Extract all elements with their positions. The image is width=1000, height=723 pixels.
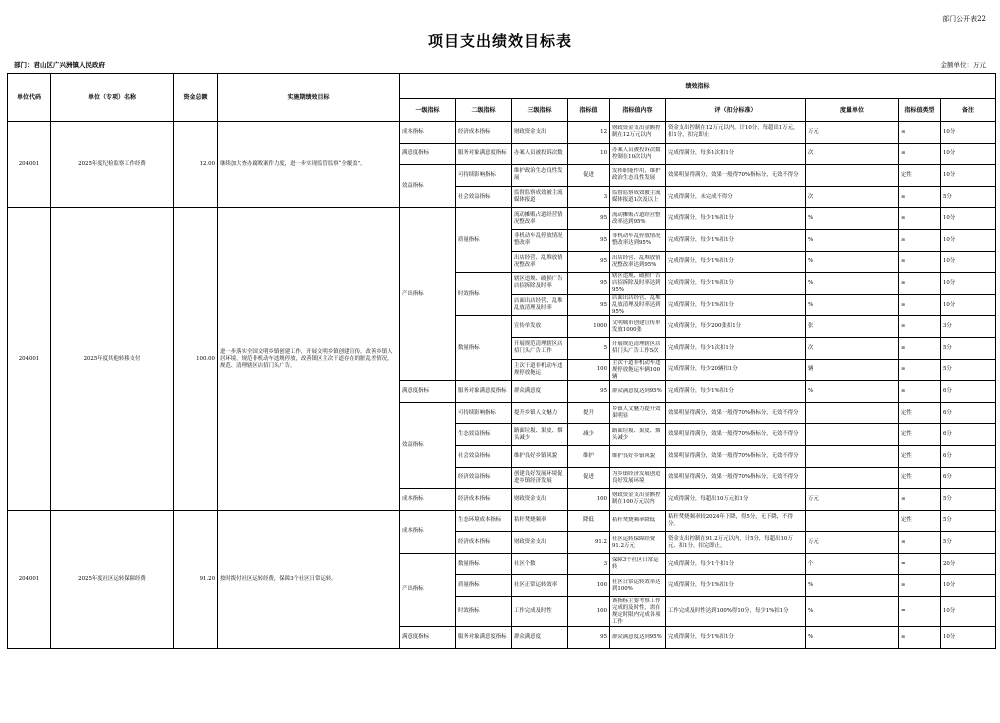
measure-cell: 辆: [806, 359, 899, 381]
table-row: [8, 510, 996, 532]
score-cell: 工作完成及时性达到100%得10分，每少1%扣1分: [666, 597, 806, 627]
col-l1: 一级指标: [400, 99, 456, 122]
l3-cell: 群众满意度: [512, 627, 568, 649]
l2-cell: 质量指标: [456, 208, 512, 273]
note-cell: 5分: [941, 510, 996, 532]
l2-cell: 数量指标: [456, 316, 512, 381]
measure-cell: 万元: [806, 532, 899, 554]
vtype-cell: ≥: [899, 359, 941, 381]
score-cell: 完成得满分，每超出10万元扣1分: [666, 489, 806, 511]
l2-cell: 服务对象满意度指标: [456, 627, 512, 649]
vtype-cell: ≥: [899, 229, 941, 251]
table-row: [8, 208, 996, 230]
measure-cell: 万元: [806, 122, 899, 144]
score-cell: 效果明显得满分，效果一般得70%指标分，无效不得分: [666, 402, 806, 424]
content-cell: [610, 510, 666, 532]
content-text: 辖区违规、破损广告店招拆除及时率达到95%: [612, 273, 661, 294]
l2-cell: 社会效益指标: [456, 445, 512, 467]
vtype-cell: ≥: [899, 575, 941, 597]
col-target: 实施期绩效目标: [218, 74, 400, 122]
score-cell: 效果明显得满分，效果一般得70%指标分，无效不得分: [666, 165, 806, 187]
value-cell: 95: [568, 229, 610, 251]
page-title: 项目支出绩效目标表: [427, 32, 572, 50]
l3-cell: 流动摊贩占道经营情况整改率: [512, 208, 568, 230]
l3-cell: 辖区违规、破损广告店招拆除及时率: [512, 273, 568, 295]
content-cell: [610, 467, 666, 489]
l3-cell: 财政资金支出: [512, 532, 568, 554]
content-cell: [610, 294, 666, 316]
content-cell: [610, 229, 666, 251]
l3-cell: 宣传单发放: [512, 316, 568, 338]
content-cell: [610, 489, 666, 511]
content-text: 社区运转保障经费91.2万元: [612, 535, 656, 549]
score-cell: 完成得满分，每多1次扣1分: [666, 143, 806, 165]
l3-cell: 秸秆焚烧频率: [512, 510, 568, 532]
value-cell: 提升: [568, 402, 610, 424]
l3-cell: 主次干道非机动车违规停放拖运: [512, 359, 568, 381]
content-text: 秸秆焚烧频率降低: [612, 517, 656, 524]
content-cell: [610, 337, 666, 359]
value-cell: 100: [568, 359, 610, 381]
l2-cell: 时效指标: [456, 273, 512, 316]
value-cell: 95: [568, 208, 610, 230]
content-cell: [610, 359, 666, 381]
project-code: 204001: [8, 122, 51, 208]
performance-table: [7, 73, 996, 649]
measure-cell: %: [806, 229, 899, 251]
note-cell: 10分: [941, 597, 996, 627]
l1-cell: 满意度指标: [400, 381, 456, 403]
value-cell: 促进: [568, 165, 610, 187]
project-target: 按时拨付社区运转经费，保障3个社区日常运转。: [218, 510, 400, 648]
value-cell: 10: [568, 143, 610, 165]
score-cell: 完成得满分，每少1%扣1分: [666, 627, 806, 649]
vtype-cell: ≤: [899, 489, 941, 511]
value-cell: 95: [568, 251, 610, 273]
vtype-cell: ≥: [899, 273, 941, 295]
l2-cell: 可持续影响指标: [456, 402, 512, 424]
l3-cell: 非机动车乱停放情况整改率: [512, 229, 568, 251]
value-cell: 100: [568, 597, 610, 627]
l2-cell: 数量指标: [456, 553, 512, 575]
vtype-cell: ≥: [899, 316, 941, 338]
value-cell: 降低: [568, 510, 610, 532]
col-code: 单位代码: [8, 74, 51, 122]
content-text: 非机动车乱停放情况整改率达到95%: [612, 233, 661, 247]
vtype-cell: ≤: [899, 122, 941, 144]
vtype-cell: ≥: [899, 251, 941, 273]
measure-cell: [806, 467, 899, 489]
l1-cell: 成本指标: [400, 510, 456, 553]
project-name: 2025年度社区运转保障经费: [51, 510, 174, 648]
score-cell: 资金支出控制在91.2万元以内，计5分，每超出10万元，扣1分，扣完即止。: [666, 532, 806, 554]
col-name: 单位（专项）名称: [51, 74, 174, 122]
project-amount: 91.20: [174, 510, 218, 648]
note-cell: 6分: [941, 445, 996, 467]
content-cell: [610, 273, 666, 295]
note-cell: 10分: [941, 627, 996, 649]
content-text: 路面垃圾、果皮、烟头减少: [612, 427, 661, 441]
l1-cell: 效益指标: [400, 165, 456, 208]
l1-cell: 产出指标: [400, 208, 456, 381]
vtype-cell: =: [899, 553, 941, 575]
col-value: 指标值: [568, 99, 610, 122]
content-cell: [610, 553, 666, 575]
vtype-cell: ≤: [899, 532, 941, 554]
l3-cell: 工作完成及时性: [512, 597, 568, 627]
measure-cell: %: [806, 575, 899, 597]
note-cell: 5分: [941, 186, 996, 208]
l2-cell: 经济效益指标: [456, 467, 512, 489]
score-cell: 完成得满分，每少1%扣1分: [666, 251, 806, 273]
score-cell: 完成得满分，每少1%扣1分: [666, 273, 806, 295]
l2-cell: 经济成本指标: [456, 489, 512, 511]
unit-label: 金额单位：万元: [940, 61, 986, 69]
value-cell: 3: [568, 553, 610, 575]
col-measure: 度量单位: [806, 99, 899, 122]
score-cell: 完成得满分，每少1%扣1分: [666, 381, 806, 403]
project-name: 2025年度纪检监察工作经费: [51, 122, 174, 208]
col-amount: 资金总额: [174, 74, 218, 122]
l2-cell: 可持续影响指标: [456, 165, 512, 187]
l2-cell: 生态效益指标: [456, 424, 512, 446]
measure-cell: %: [806, 294, 899, 316]
vtype-cell: ≥: [899, 627, 941, 649]
vtype-cell: ≥: [899, 337, 941, 359]
vtype-cell: ≥: [899, 381, 941, 403]
vtype-cell: =: [899, 597, 941, 627]
content-cell: [610, 424, 666, 446]
score-cell: 资金支出控制在12万元以内，计10分，每超出1万元，扣1分，扣完即止: [666, 122, 806, 144]
content-text: 开展规范清理辖区店招门头广告工作5次: [612, 341, 661, 355]
note-cell: 5分: [941, 489, 996, 511]
measure-cell: [806, 402, 899, 424]
l2-cell: 时效指标: [456, 597, 512, 627]
measure-cell: %: [806, 597, 899, 627]
project-target: 继续加大查办腐败案件力度，进一步实现监管监察“全覆盖”。: [218, 122, 400, 208]
note-cell: 10分: [941, 575, 996, 597]
value-cell: 95: [568, 381, 610, 403]
l2-cell: 服务对象满意度指标: [456, 143, 512, 165]
vtype-cell: 定性: [899, 402, 941, 424]
content-cell: [610, 165, 666, 187]
content-text: 群众满意度达到95%: [612, 633, 662, 640]
l2-cell: 生态环境成本指标: [456, 510, 512, 532]
measure-cell: %: [806, 381, 899, 403]
note-cell: 10分: [941, 208, 996, 230]
note-cell: 10分: [941, 165, 996, 187]
l2-cell: 社会效益指标: [456, 186, 512, 208]
l1-cell: 成本指标: [400, 489, 456, 511]
value-cell: 促进: [568, 467, 610, 489]
content-cell: [610, 532, 666, 554]
value-cell: 12: [568, 122, 610, 144]
l2-cell: 经济成本指标: [456, 122, 512, 144]
content-cell: [610, 316, 666, 338]
value-cell: 100: [568, 489, 610, 511]
score-cell: 完成得满分，每少1个扣1分: [666, 553, 806, 575]
measure-cell: 次: [806, 143, 899, 165]
score-cell: 完成得满分，每少1次扣1分: [666, 337, 806, 359]
vtype-cell: ≥: [899, 186, 941, 208]
content-cell: [610, 381, 666, 403]
content-text: 流动摊贩占道经营整改率达到95%: [612, 211, 661, 225]
col-content: 指标值内容: [610, 99, 666, 122]
note-cell: 20分: [941, 553, 996, 575]
note-cell: 6分: [941, 402, 996, 424]
content-text: 发挥职能作用，维护政治生态良性发展: [612, 168, 661, 182]
project-target: 进一步落实全国文明乡镇创建工作，开展文明乡镇创建宣传，改善乡镇人居环境，规范非机动车违规停放，改善镇区主次干道存在的脏乱差情况，规范、清理辖区店招门头广告。: [218, 208, 400, 510]
project-code: 204001: [8, 510, 51, 648]
content-text: 财政资金支出金额控制在12万元以内: [612, 125, 661, 139]
score-cell: 完成得满分，每少200张扣1分: [666, 316, 806, 338]
content-cell: [610, 143, 666, 165]
vtype-cell: 定性: [899, 445, 941, 467]
l3-cell: 店面出店经营、乱堆乱放清理及时率: [512, 294, 568, 316]
score-cell: 完成得满分，每少1%扣1分: [666, 208, 806, 230]
content-cell: [610, 627, 666, 649]
content-text: 店面出店经营、乱堆乱放清理及时率达到95%: [612, 295, 661, 316]
l3-cell: 社区个数: [512, 553, 568, 575]
content-cell: [610, 445, 666, 467]
l1-cell: 成本指标: [400, 122, 456, 144]
measure-cell: 次: [806, 337, 899, 359]
score-cell: 秸秆焚烧频率较2024年下降，得5分，无下降，不得分。: [666, 510, 806, 532]
value-cell: 100: [568, 575, 610, 597]
l1-cell: 满意度指标: [400, 143, 456, 165]
note-cell: 10分: [941, 251, 996, 273]
content-text: 办案人员被投诉次数控制在10次以内: [612, 146, 661, 160]
measure-cell: 张: [806, 316, 899, 338]
score-cell: 完成得满分，每少1%扣1分: [666, 294, 806, 316]
l3-cell: 社区正常运转效率: [512, 575, 568, 597]
col-note: 备注: [941, 99, 996, 122]
measure-cell: [806, 165, 899, 187]
value-cell: 91.2: [568, 532, 610, 554]
l3-cell: 监督监察成效被主流媒体报道: [512, 186, 568, 208]
note-cell: 6分: [941, 381, 996, 403]
department-label: 部门：君山区广兴洲镇人民政府: [14, 61, 105, 69]
content-cell: [610, 251, 666, 273]
l3-cell: 创建良好发展环境促进乡镇经济发展: [512, 467, 568, 489]
note-cell: 6分: [941, 467, 996, 489]
vtype-cell: 定性: [899, 165, 941, 187]
score-cell: 完成得满分，每少20辆扣1分: [666, 359, 806, 381]
project-code: 204001: [8, 208, 51, 510]
table-row: [8, 122, 996, 144]
content-cell: [610, 208, 666, 230]
measure-cell: %: [806, 627, 899, 649]
vtype-cell: ≥: [899, 208, 941, 230]
note-cell: 10分: [941, 122, 996, 144]
content-text: 监督监察成效被主流媒体报道1次及以上: [612, 190, 661, 204]
page-code: 部门公开表22: [942, 15, 986, 23]
content-cell: [610, 597, 666, 627]
l3-cell: 提升乡镇人文魅力: [512, 402, 568, 424]
l1-cell: 满意度指标: [400, 627, 456, 649]
l3-cell: 维护良好乡镇风貌: [512, 445, 568, 467]
content-text: 保障3个社区日常运转: [612, 557, 659, 571]
l3-cell: 办案人员被投诉次数: [512, 143, 568, 165]
col-l3: 三级指标: [512, 99, 568, 122]
value-cell: 3: [568, 186, 610, 208]
content-text: 乡镇人文魅力提升效果明显: [612, 406, 661, 420]
content-cell: [610, 186, 666, 208]
note-cell: 10分: [941, 143, 996, 165]
measure-cell: 次: [806, 186, 899, 208]
note-cell: 5分: [941, 337, 996, 359]
col-l2: 二级指标: [456, 99, 512, 122]
measure-cell: 万元: [806, 489, 899, 511]
l3-cell: 出店经营、乱堆放情况整改率: [512, 251, 568, 273]
value-cell: 5: [568, 337, 610, 359]
l3-cell: 群众满意度: [512, 381, 568, 403]
l3-cell: 财政资金支出: [512, 489, 568, 511]
measure-cell: [806, 424, 899, 446]
content-cell: [610, 402, 666, 424]
col-perf: 绩效指标: [400, 74, 996, 99]
project-amount: 12.00: [174, 122, 218, 208]
score-cell: 完成得满分，每少1%扣1分: [666, 229, 806, 251]
value-cell: 维护: [568, 445, 610, 467]
measure-cell: [806, 510, 899, 532]
score-cell: 效果明显得满分，效果一般得70%指标分，无效不得分: [666, 445, 806, 467]
col-score: 评（扣分标准）: [666, 99, 806, 122]
measure-cell: %: [806, 208, 899, 230]
l1-cell: 产出指标: [400, 553, 456, 626]
note-cell: 6分: [941, 424, 996, 446]
score-cell: 效果明显得满分，效果一般得70%指标分，无效不得分: [666, 467, 806, 489]
content-text: 财政资金支出金额控制在100万元以内: [612, 492, 661, 506]
value-cell: 95: [568, 294, 610, 316]
l3-cell: 维护政治生态良性发展: [512, 165, 568, 187]
content-text: 社区日常运转效率达到100%: [612, 578, 661, 592]
content-text: 文明城市创建宣传单发放1000张: [612, 319, 661, 333]
project-name: 2025年度其他转移支付: [51, 208, 174, 510]
note-cell: 5分: [941, 359, 996, 381]
content-text: 该指标主要考察工作完成的及时性，需在规定时限内完成各项工作: [612, 597, 661, 625]
score-cell: 完成得满分，每少1%扣1分: [666, 575, 806, 597]
vtype-cell: ≥: [899, 294, 941, 316]
value-cell: 减少: [568, 424, 610, 446]
l3-cell: 开展规范清理辖区店招门头广告工作: [512, 337, 568, 359]
score-cell: 效果明显得满分，效果一般得70%指标分，无效不得分: [666, 424, 806, 446]
l1-cell: 效益指标: [400, 402, 456, 488]
value-cell: 95: [568, 273, 610, 295]
measure-cell: %: [806, 251, 899, 273]
col-vtype: 指标值类型: [899, 99, 941, 122]
content-text: 主次干道非机动车违规停放拖运车辆100辆: [612, 359, 661, 380]
note-cell: 10分: [941, 294, 996, 316]
vtype-cell: 定性: [899, 510, 941, 532]
content-text: 维护良好乡镇风貌: [612, 452, 656, 459]
content-cell: [610, 122, 666, 144]
score-cell: 完成得满分，未完成不得分: [666, 186, 806, 208]
l3-cell: 路面垃圾、果皮、烟头减少: [512, 424, 568, 446]
measure-cell: [806, 445, 899, 467]
l3-cell: 财政资金支出: [512, 122, 568, 144]
l2-cell: 服务对象满意度指标: [456, 381, 512, 403]
content-text: 群众满意度达到95%: [612, 387, 662, 394]
note-cell: 3分: [941, 316, 996, 338]
vtype-cell: 定性: [899, 467, 941, 489]
vtype-cell: ≤: [899, 143, 941, 165]
vtype-cell: 定性: [899, 424, 941, 446]
value-cell: 95: [568, 627, 610, 649]
note-cell: 10分: [941, 273, 996, 295]
value-cell: 1000: [568, 316, 610, 338]
measure-cell: 个: [806, 553, 899, 575]
measure-cell: %: [806, 273, 899, 295]
note-cell: 10分: [941, 229, 996, 251]
l2-cell: 质量指标: [456, 575, 512, 597]
l2-cell: 经济成本指标: [456, 532, 512, 554]
content-text: 出店经营、乱堆放情况整改率达到95%: [612, 254, 661, 268]
content-cell: [610, 575, 666, 597]
project-amount: 100.00: [174, 208, 218, 510]
note-cell: 5分: [941, 532, 996, 554]
content-text: 为乡镇经济发展创造良好发展环境: [612, 470, 661, 484]
